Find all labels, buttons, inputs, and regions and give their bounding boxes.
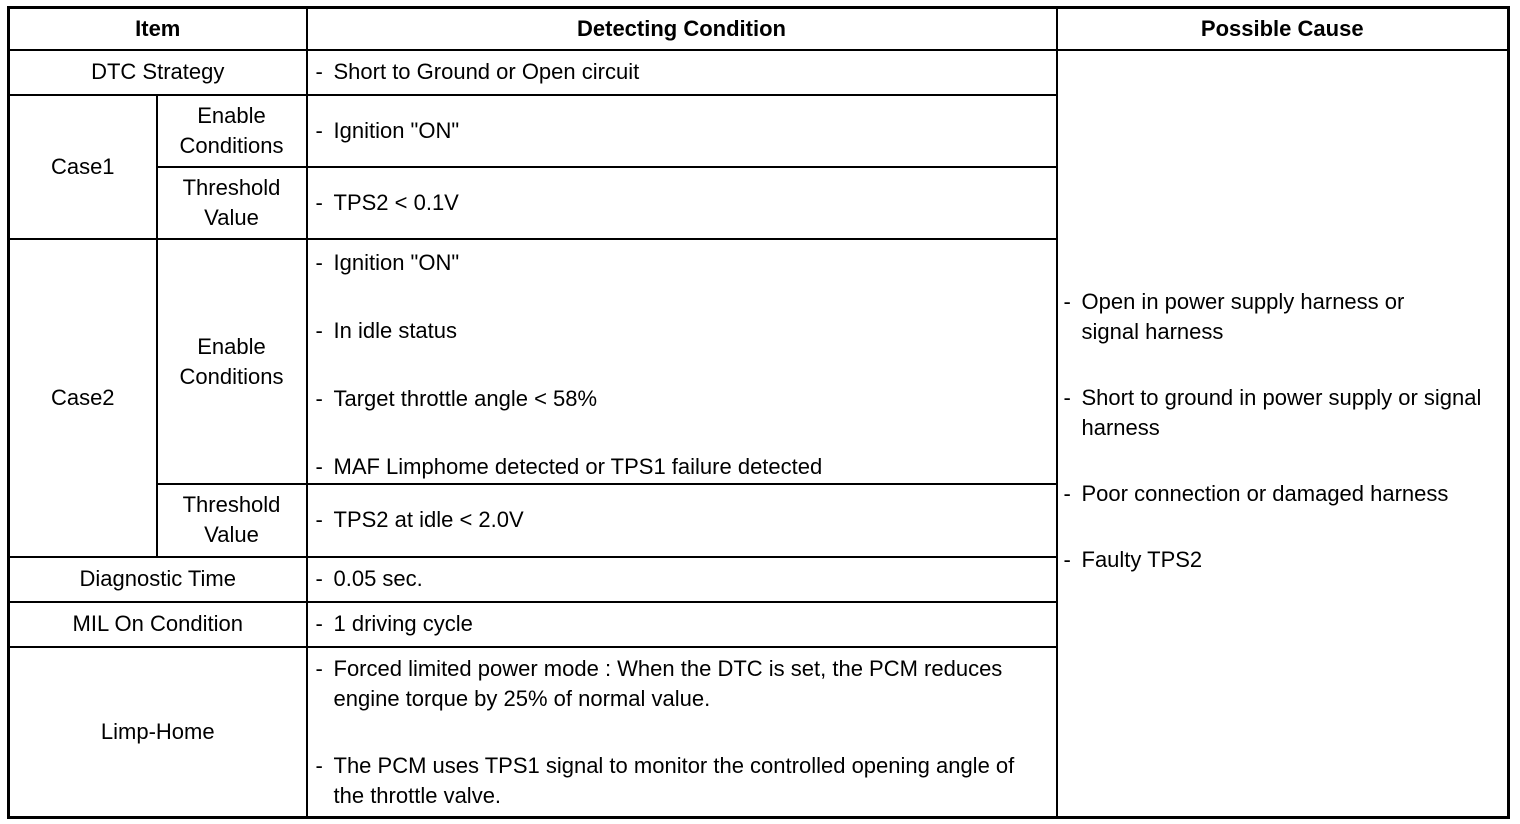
- header-item: Item: [9, 8, 307, 50]
- case2-enable-label: Enable Conditions: [157, 239, 307, 484]
- case1-threshold-condition: - TPS2 < 0.1V: [307, 167, 1057, 239]
- cause-item: - Short to ground in power supply or signal harness: [1063, 384, 1482, 440]
- row-dtc-strategy: [9, 50, 1509, 95]
- possible-cause-cell: [1057, 50, 1509, 818]
- mil-on-condition-value: - 1 driving cycle: [307, 602, 1057, 647]
- diagnostic-time-condition: - 0.05 sec.: [307, 557, 1057, 602]
- limp-home-label: Limp-Home: [9, 647, 307, 818]
- header-possible-cause: Possible Cause: [1057, 8, 1509, 50]
- dtc-spec-table: [7, 6, 1510, 819]
- case2-enable-condition: - Ignition "ON" - In idle status - Target throttle angle < 58% - MAF Limphome detected or TPS1 failure detected: [307, 239, 1057, 484]
- cause-item: - Faulty TPS2: [1063, 546, 1203, 572]
- dtc-strategy-label: DTC Strategy: [9, 50, 307, 95]
- cause-item: - Poor connection or damaged harness: [1063, 480, 1449, 506]
- mil-on-condition-label: MIL On Condition: [9, 602, 307, 647]
- case2-threshold-label: Threshold Value: [157, 484, 307, 556]
- cause-item: - Open in power supply harness or signal harness: [1063, 288, 1405, 344]
- case1-enable-label: Enable Conditions: [157, 95, 307, 167]
- limp-home-condition: - Forced limited power mode : When the DTC is set, the PCM reduces engine torque by 25% of normal value. - The PCM uses TPS1 signal to monitor the controlled opening angle of the throttle valve.: [307, 647, 1057, 818]
- case1-enable-condition: - Ignition "ON": [307, 95, 1057, 167]
- case2-label: Case2: [9, 239, 157, 556]
- case1-label: Case1: [9, 95, 157, 240]
- case2-threshold-condition: - TPS2 at idle < 2.0V: [307, 484, 1057, 556]
- header-row: [9, 8, 1509, 50]
- case1-threshold-label: Threshold Value: [157, 167, 307, 239]
- dtc-strategy-condition: - Short to Ground or Open circuit: [307, 50, 1057, 95]
- header-detecting-condition: Detecting Condition: [307, 8, 1057, 50]
- diagnostic-time-label: Diagnostic Time: [9, 557, 307, 602]
